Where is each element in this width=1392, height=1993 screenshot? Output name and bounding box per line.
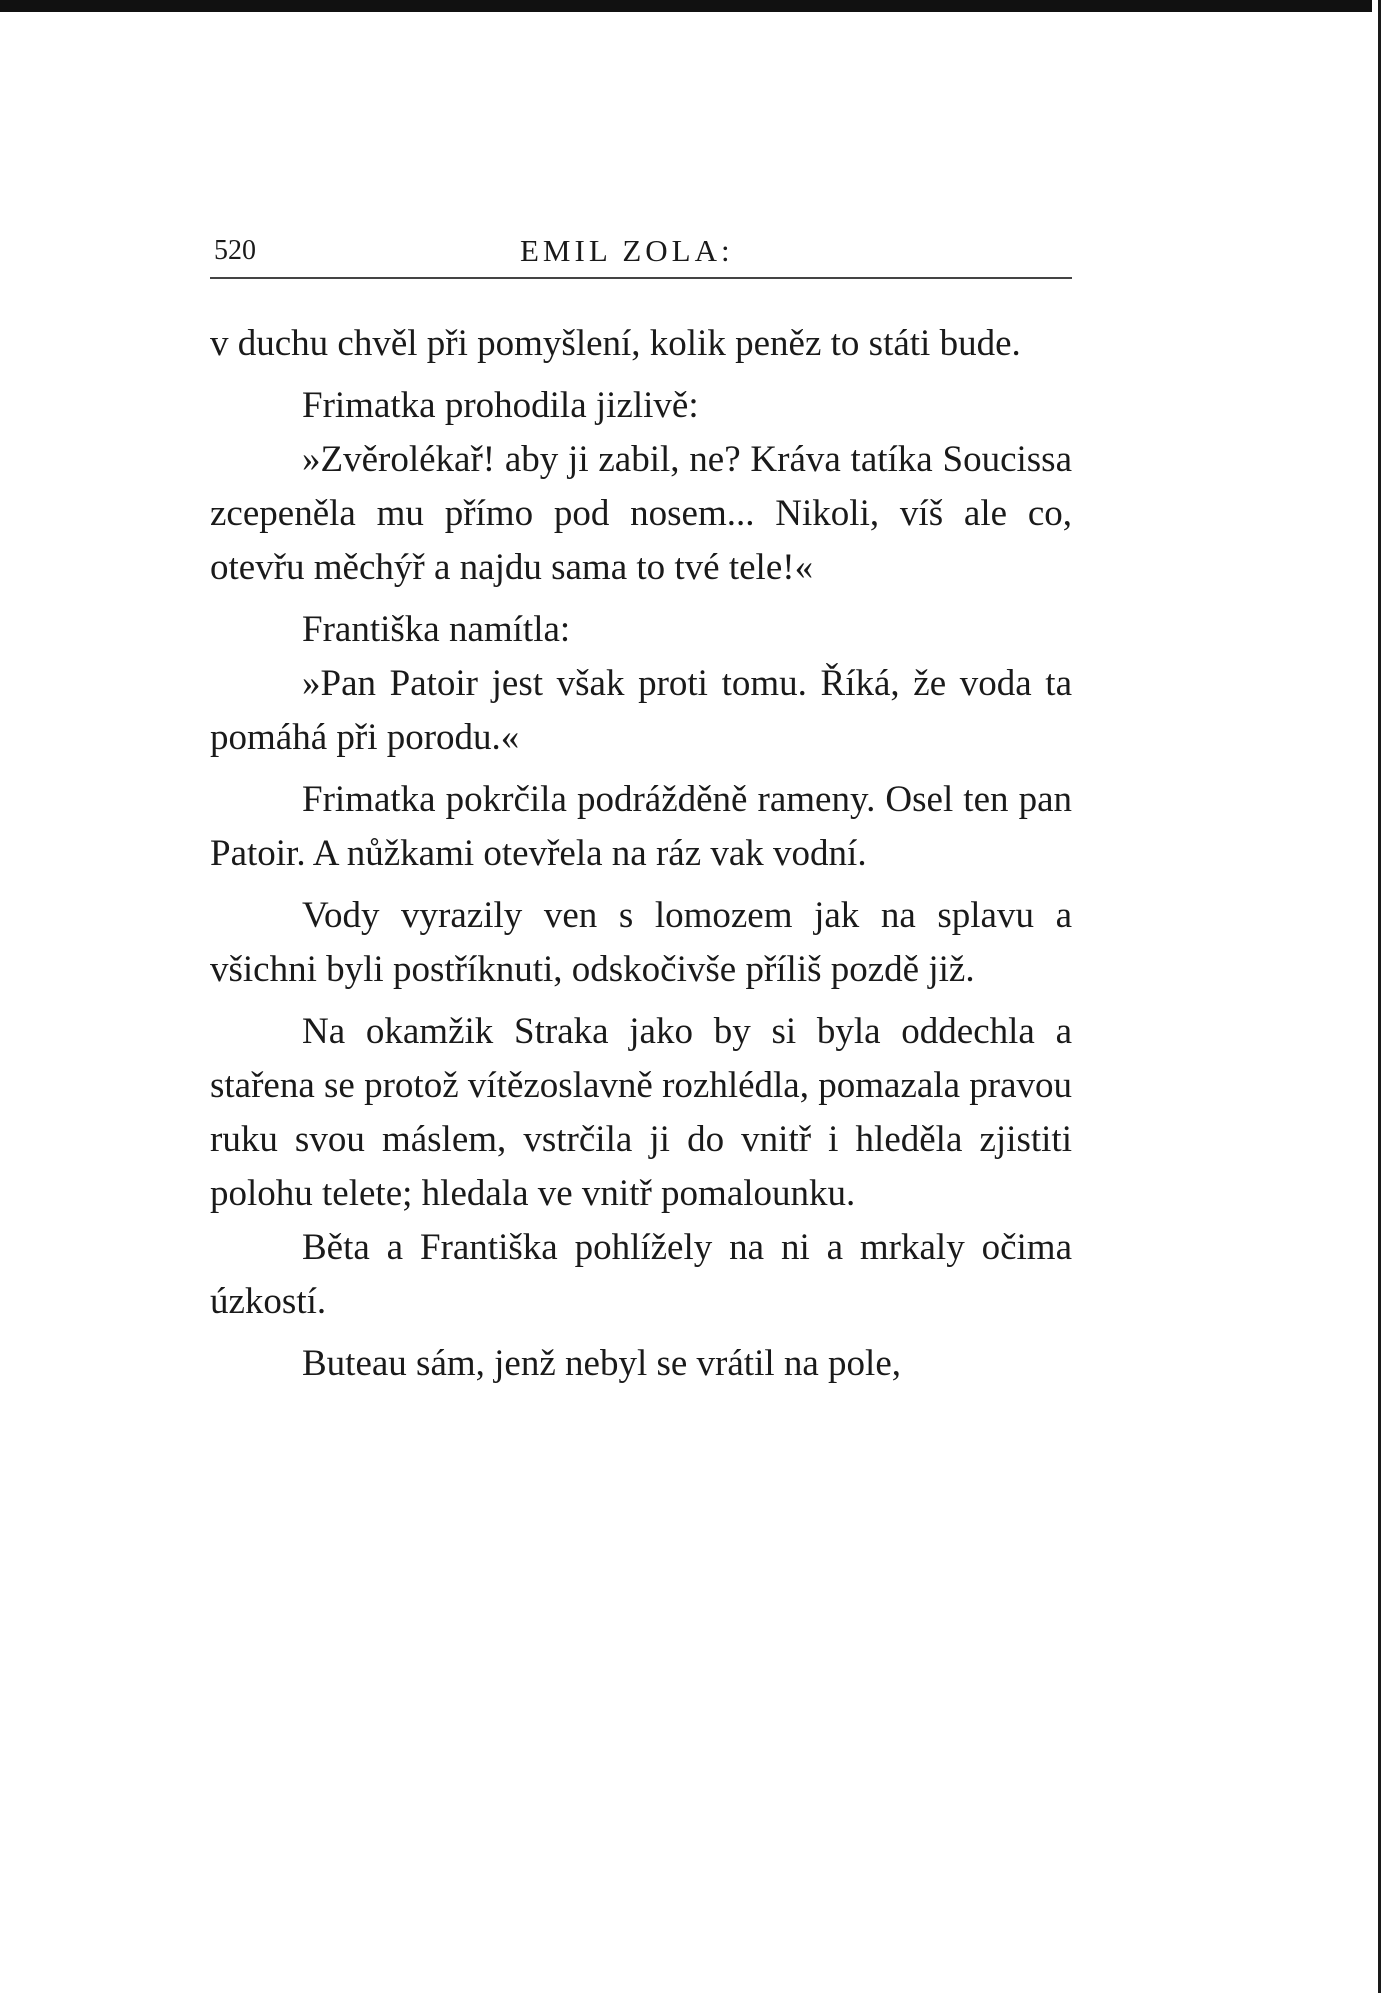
paragraph: Běta a Františka pohlížely na ni a mrkaly očima úzkostí. (210, 1227, 1072, 1322)
scan-border-right (1372, 0, 1392, 1993)
running-header (210, 225, 1072, 279)
paragraph: Františka namítla: (302, 609, 571, 650)
paragraph: Vody vyrazily ven s lomozem jak na splavu a všichni byli postříknuti, odskočivše příliš pozdě již. (210, 895, 1072, 990)
book-page (210, 225, 1072, 1391)
paragraph: v duchu chvěl při pomyšlení, kolik peněz to státi bude. (210, 323, 1021, 364)
paragraph: Buteau sám, jenž nebyl se vrátil na pole, (302, 1343, 902, 1384)
paragraph: »Zvěrolékař! aby ji zabil, ne? Kráva tatíka Soucissa zcepeněla mu přímo pod nosem... Nikoli, víš ale co, otevřu měchýř a najdu sama to tvé tele!« (210, 439, 1072, 588)
paragraph: Na okamžik Straka jako by si byla oddechla a stařena se protož vítězoslavně rozhlédla, pomazala pravou ruku svou máslem, vstrčila ji do vnitř i hleděla zjistiti polohu telete; hledala ve vnitř pomalounku. (210, 1011, 1072, 1214)
paragraph: »Pan Patoir jest však proti tomu. Říká, že voda ta pomáhá při porodu.« (210, 663, 1072, 758)
paragraph: Frimatka prohodila jizlivě: (302, 385, 699, 426)
running-title: EMIL ZOLA: (520, 233, 734, 268)
paragraph: Frimatka pokrčila podrážděně rameny. Osel ten pan Patoir. A nůžkami otevřela na ráz vak vodní. (210, 779, 1072, 874)
page-number: 520 (214, 235, 256, 266)
body-text (210, 317, 1072, 1391)
scan-border-top (0, 0, 1392, 12)
